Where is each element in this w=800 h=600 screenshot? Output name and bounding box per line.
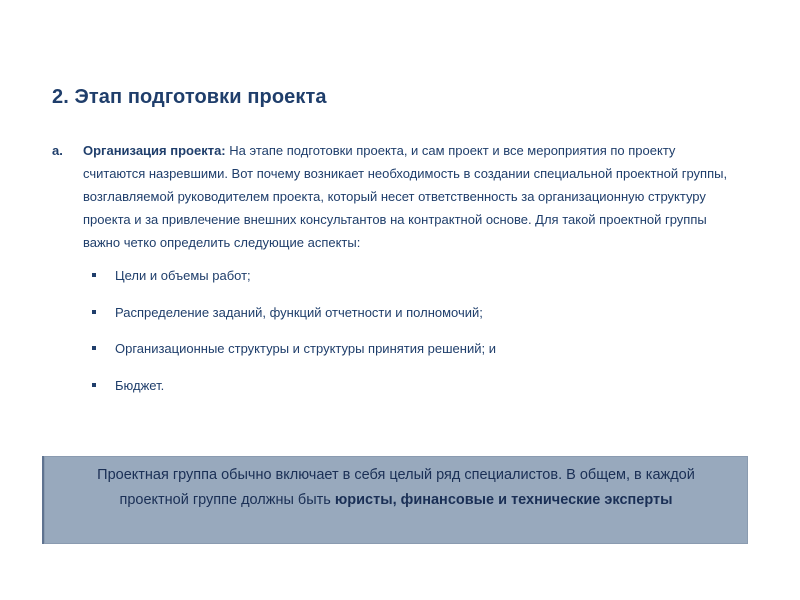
section-body: На этапе подготовки проекта, и сам проект и все мероприятия по проекту считаются назревшими. Вот почему возникает необходимость в создании специальной проектной группы, возглавляемой руководителем проекта, который несет ответственность за организационную структуру проекта и за привлечение внешних консультантов на контрактной основе. Для такой проектной группы важно четко определить следующие аспекты: — [83, 143, 728, 250]
list-item — [52, 374, 732, 411]
callout-emphasis: юристы, финансовые и технические эксперты — [334, 492, 673, 508]
aspects-list — [52, 264, 732, 410]
list-item-text: Бюджет. — [115, 377, 165, 393]
list-item — [52, 301, 732, 338]
list-item — [52, 337, 732, 374]
list-item-text: Цели и объемы работ; — [115, 268, 251, 283]
square-bullet-icon — [92, 383, 96, 387]
section-lead: Организация проекта: — [83, 143, 226, 158]
section-marker: a. — [52, 143, 63, 158]
section-paragraph — [83, 139, 728, 254]
list-item — [52, 264, 732, 301]
square-bullet-icon — [92, 346, 96, 350]
list-item-text: Организационные структуры и структуры принятия решений; и — [115, 341, 496, 356]
square-bullet-icon — [92, 273, 96, 277]
callout-text: Проектная группа обычно включает в себя целый ряд специалистов. В общем, в каждой проектной группе должны быть — [97, 467, 695, 508]
square-bullet-icon — [92, 310, 96, 314]
slide-title: 2. Этап подготовки проекта — [52, 86, 327, 108]
callout-box — [44, 456, 748, 544]
list-item-text: Распределение заданий, функций отчетности и полномочий; — [115, 304, 483, 320]
project-organization-section — [52, 139, 732, 410]
